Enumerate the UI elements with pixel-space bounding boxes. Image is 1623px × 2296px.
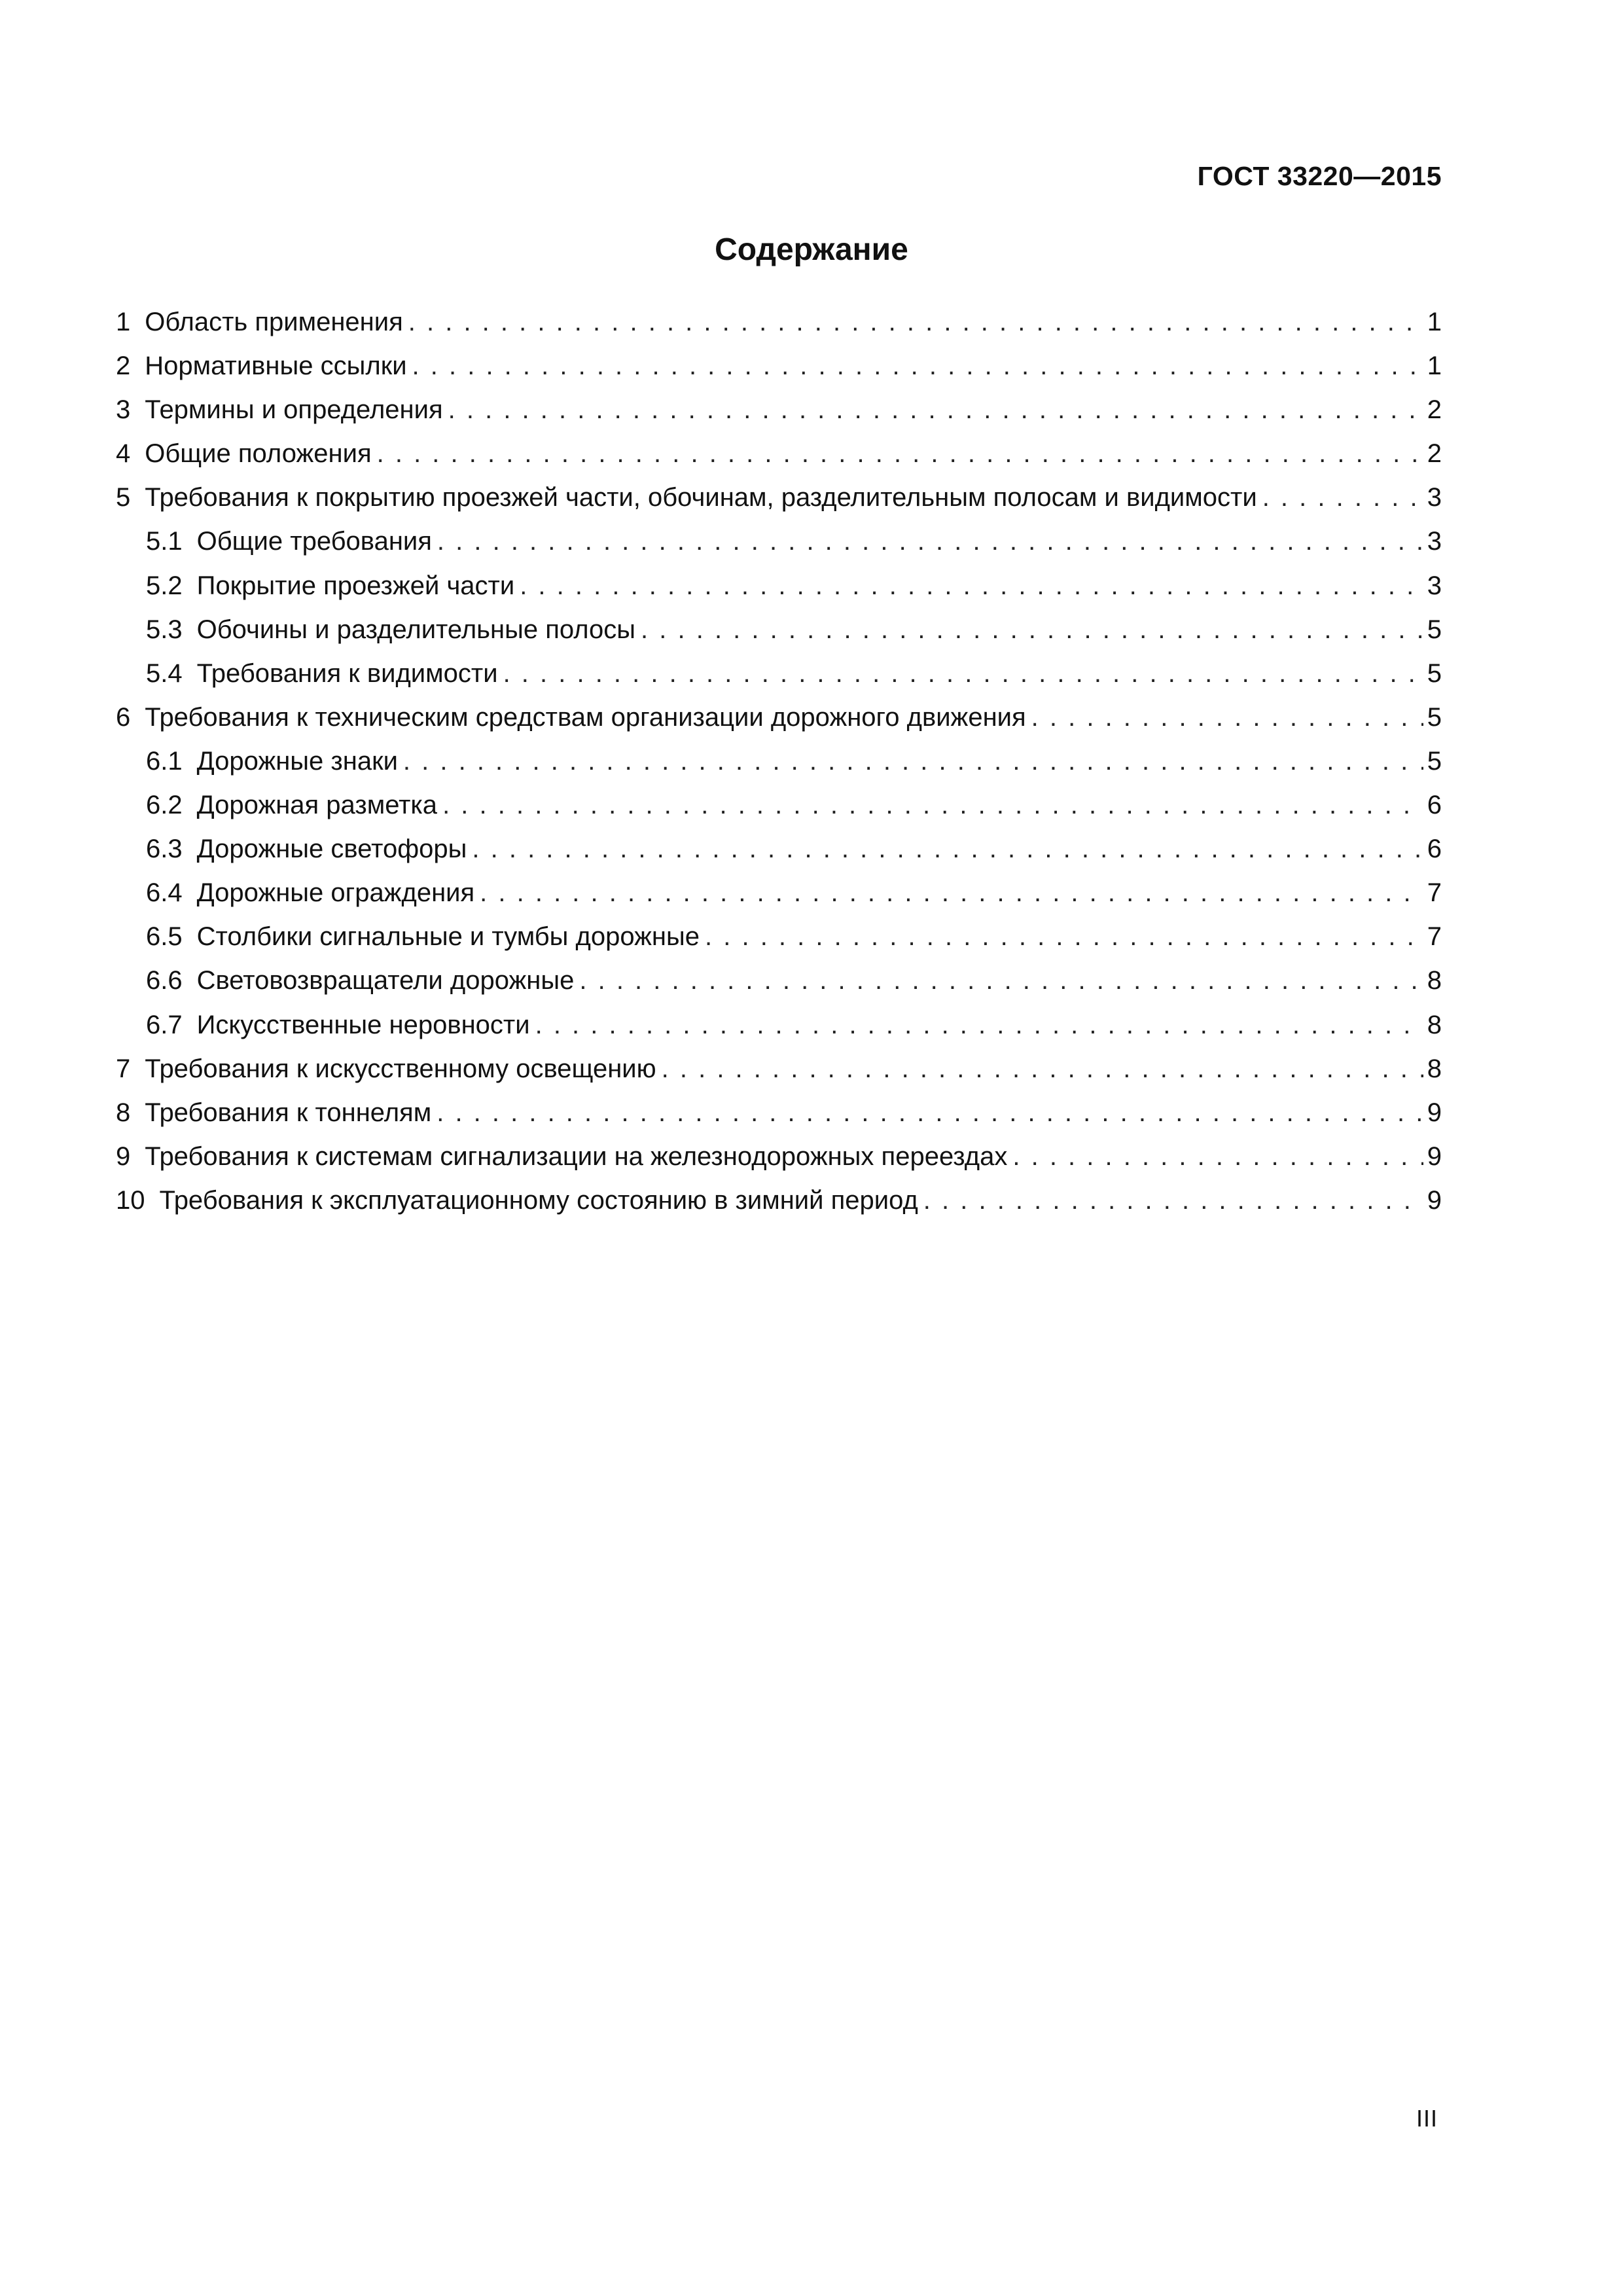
toc-entry-number: 6.3 — [146, 834, 183, 864]
toc-entry-page: 5 — [1427, 658, 1442, 688]
toc-entry-page: 9 — [1427, 1098, 1442, 1127]
toc-entry-page: 5 — [1427, 615, 1442, 644]
toc-entry-label: Требования к эксплуатационному состоянию в зимний период — [159, 1185, 918, 1215]
document-code: ГОСТ 33220—2015 — [1197, 161, 1442, 191]
toc-entry[interactable] — [116, 608, 1442, 652]
toc-entry-number: 10 — [116, 1185, 145, 1215]
toc-leader-dots — [472, 827, 1423, 871]
toc-leader-dots — [503, 652, 1423, 696]
page-number: III — [1416, 2105, 1438, 2132]
toc-entry[interactable] — [116, 652, 1442, 696]
toc-entry-page: 6 — [1427, 834, 1442, 864]
toc-leader-dots — [1012, 1135, 1423, 1179]
toc-entry-label: Нормативные ссылки — [145, 351, 407, 381]
toc-entry-number: 5.2 — [146, 571, 183, 600]
toc-entry-label: Столбики сигнальные и тумбы дорожные — [196, 922, 700, 952]
toc-entry-page: 8 — [1427, 1010, 1442, 1039]
toc-entry-number: 5.1 — [146, 527, 183, 556]
toc-entry-page: 3 — [1427, 483, 1442, 512]
toc-entry[interactable] — [116, 871, 1442, 915]
toc-entry-label: Область применения — [145, 308, 403, 336]
toc-entry-label: Дорожная разметка — [196, 791, 438, 820]
toc-entry-number: 9 — [116, 1141, 131, 1171]
toc-entry-label: Дорожные ограждения — [196, 878, 475, 908]
toc-entry-label: Требования к видимости — [196, 658, 498, 688]
toc-entry-label: Дорожные знаки — [196, 746, 398, 776]
toc-entry-number: 6.5 — [146, 922, 183, 952]
toc-leader-dots — [641, 608, 1423, 652]
toc-entry-page: 5 — [1427, 746, 1442, 776]
table-of-contents — [116, 300, 1442, 1223]
toc-leader-dots — [923, 1179, 1423, 1223]
toc-entry-label: Дорожные светофоры — [196, 834, 467, 864]
toc-entry-page: 3 — [1427, 571, 1442, 600]
toc-title: Содержание — [715, 232, 908, 267]
toc-entry[interactable] — [116, 696, 1442, 740]
toc-entry-page: 2 — [1427, 395, 1442, 425]
toc-leader-dots — [579, 959, 1423, 1003]
toc-entry-page: 1 — [1427, 308, 1442, 336]
toc-entry-page: 3 — [1427, 527, 1442, 556]
toc-leader-dots — [448, 388, 1423, 432]
toc-entry-number: 7 — [116, 1054, 131, 1083]
toc-entry-page: 7 — [1427, 922, 1442, 952]
toc-entry-label: Требования к тоннелям — [145, 1098, 432, 1127]
toc-entry[interactable] — [116, 1003, 1442, 1047]
toc-entry-number: 5.4 — [146, 658, 183, 688]
toc-entry-page: 7 — [1427, 878, 1442, 908]
toc-entry-label: Общие требования — [196, 527, 432, 556]
toc-leader-dots — [480, 871, 1423, 915]
toc-entry-page: 2 — [1427, 439, 1442, 469]
toc-leader-dots — [520, 564, 1423, 608]
toc-leader-dots — [1262, 476, 1423, 520]
toc-entry[interactable] — [116, 300, 1442, 344]
toc-entry[interactable] — [116, 1135, 1442, 1179]
toc-leader-dots — [1031, 696, 1423, 740]
toc-entry[interactable] — [116, 1179, 1442, 1223]
toc-leader-dots — [408, 300, 1423, 344]
toc-entry-label: Покрытие проезжей части — [196, 571, 515, 600]
toc-entry-page: 5 — [1427, 702, 1442, 732]
toc-entry[interactable] — [116, 740, 1442, 783]
toc-entry-number: 5 — [116, 483, 131, 512]
toc-entry-number: 6 — [116, 702, 131, 732]
toc-leader-dots — [662, 1047, 1423, 1091]
toc-leader-dots — [412, 344, 1423, 388]
toc-entry[interactable] — [116, 959, 1442, 1003]
toc-entry[interactable] — [116, 432, 1442, 476]
toc-entry[interactable] — [116, 1091, 1442, 1135]
toc-entry[interactable] — [116, 783, 1442, 827]
toc-leader-dots — [437, 1091, 1423, 1135]
toc-leader-dots — [377, 432, 1423, 476]
toc-leader-dots — [705, 915, 1423, 959]
toc-entry[interactable] — [116, 827, 1442, 871]
toc-entry-page: 9 — [1427, 1185, 1442, 1215]
toc-entry-label: Требования к покрытию проезжей части, обочинам, разделительным полосам и видимости — [145, 483, 1257, 512]
toc-entry-label: Обочины и разделительные полосы — [196, 615, 636, 644]
toc-entry-number: 6.2 — [146, 791, 183, 820]
toc-entry-page: 8 — [1427, 966, 1442, 996]
toc-leader-dots — [437, 520, 1423, 564]
toc-entry[interactable] — [116, 1047, 1442, 1091]
toc-entry-number: 6.4 — [146, 878, 183, 908]
toc-entry-number: 3 — [116, 395, 131, 425]
toc-entry-label: Термины и определения — [145, 395, 443, 425]
toc-entry-label: Световозвращатели дорожные — [196, 966, 575, 996]
toc-entry-page: 1 — [1427, 351, 1442, 381]
toc-entry-page: 6 — [1427, 791, 1442, 820]
toc-entry-number: 8 — [116, 1098, 131, 1127]
toc-leader-dots — [442, 783, 1423, 827]
toc-entry-number: 5.3 — [146, 615, 183, 644]
toc-entry-page: 8 — [1427, 1054, 1442, 1083]
toc-entry-number: 6.6 — [146, 966, 183, 996]
toc-entry-number: 6.1 — [146, 746, 183, 776]
toc-entry-number: 6.7 — [146, 1010, 183, 1039]
toc-entry-label: Требования к техническим средствам организации дорожного движения — [145, 702, 1026, 732]
toc-entry-label: Общие положения — [145, 439, 372, 469]
toc-leader-dots — [535, 1003, 1423, 1047]
toc-entry[interactable] — [116, 915, 1442, 959]
toc-entry[interactable] — [116, 388, 1442, 432]
toc-entry-number: 1 — [116, 308, 131, 336]
toc-entry-page: 9 — [1427, 1141, 1442, 1171]
toc-entry[interactable] — [116, 520, 1442, 564]
toc-entry[interactable] — [116, 564, 1442, 608]
toc-entry[interactable] — [116, 476, 1442, 520]
toc-entry-label: Требования к искусственному освещению — [145, 1054, 656, 1083]
toc-entry[interactable] — [116, 344, 1442, 388]
toc-entry-label: Требования к системам сигнализации на железнодорожных переездах — [145, 1141, 1008, 1171]
toc-entry-label: Искусственные неровности — [196, 1010, 530, 1039]
toc-entry-number: 2 — [116, 351, 131, 381]
toc-entry-number: 4 — [116, 439, 131, 469]
toc-leader-dots — [403, 740, 1423, 783]
